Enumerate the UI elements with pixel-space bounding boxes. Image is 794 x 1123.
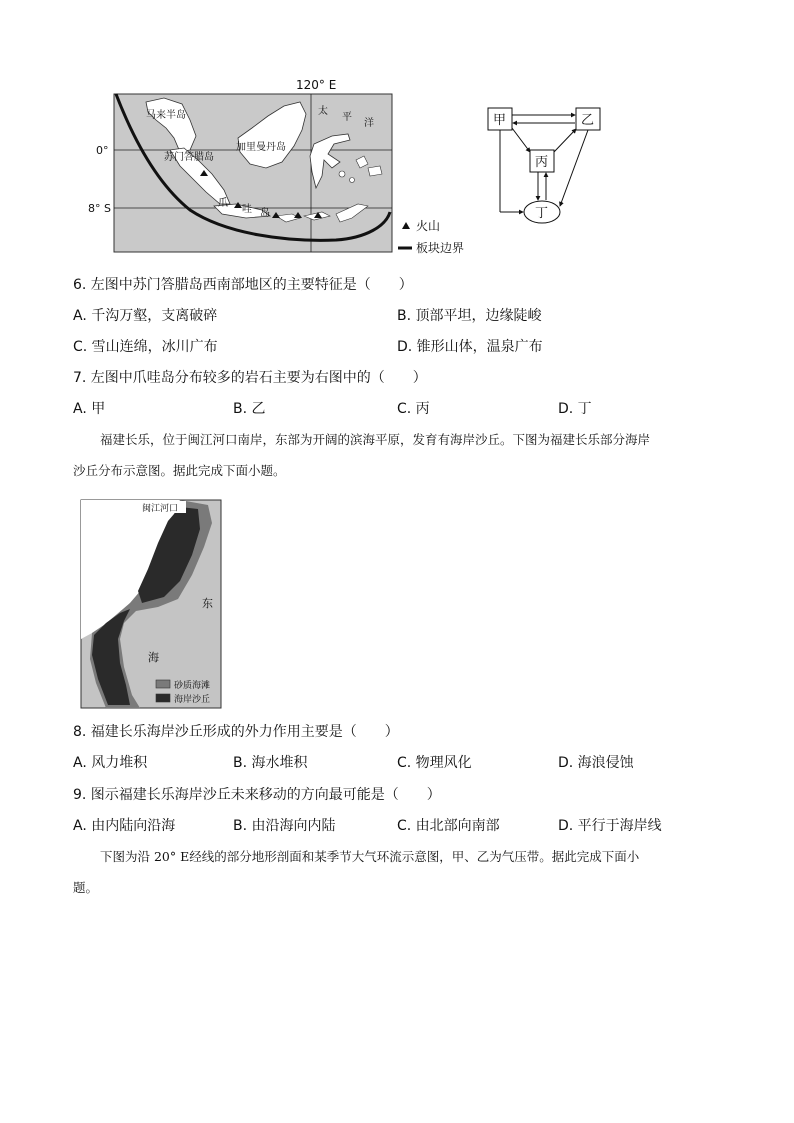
rock-cycle-diagram [484,102,608,226]
q8-option-b[interactable]: B. 海水堆积 [233,755,308,771]
lat0-label: 0° [96,144,109,157]
q8-option-d[interactable]: D. 海浪侵蚀 [558,755,634,771]
q8-option-a[interactable]: A. 风力堆积 [73,755,148,771]
question-6-stem: 6. 左图中苏门答腊岛西南部地区的主要特征是（ ） [73,277,413,293]
label-java-3: 岛 [260,208,270,219]
passage-1-line-2: 沙丘分布示意图。据此完成下面小题。 [73,463,286,478]
label-java-2: 哇 [242,204,252,215]
q6-option-b[interactable]: B. 顶部平坦，边缘陡峻 [397,308,542,324]
q9-option-a[interactable]: A. 由内陆向沿海 [73,818,176,834]
label-java-1: 爪 [218,198,228,209]
node-jia: 甲 [493,113,507,128]
q6-option-c[interactable]: C. 雪山连绵，冰川广布 [73,339,218,355]
q7-option-d[interactable]: D. 丁 [558,401,592,417]
lat8-label: 8° S [88,202,111,215]
passage-2-line-1: 下图为沿 20° E经线的部分地形剖面和某季节大气环流示意图，甲、乙为气压带。据此完成下面小 [100,849,640,864]
q7-option-c[interactable]: C. 丙 [397,401,430,417]
legend-dune: 海岸沙丘 [174,695,211,705]
label-malay: 马来半岛 [146,110,186,121]
q9-option-b[interactable]: B. 由沿海向内陆 [233,818,336,834]
q6-option-a[interactable]: A. 千沟万壑，支离破碎 [73,308,218,324]
label-pacific-3: 洋 [364,118,374,129]
label-kalimantan: 加里曼丹岛 [236,142,286,153]
q7-option-b[interactable]: B. 乙 [233,401,266,417]
legend-boundary: 板块边界 [416,241,465,255]
node-ding: 丁 [535,206,549,221]
q7-option-a[interactable]: A. 甲 [73,401,106,417]
q9-option-c[interactable]: C. 由北部向南部 [397,818,500,834]
indonesia-map [86,76,486,256]
passage-1-line-1: 福建长乐，位于闽江河口南岸，东部为开阔的滨海平原，发育有海岸沙丘。下图为福建长乐部分海岸 [100,432,651,447]
legend-volcano: 火山 [416,219,441,233]
label-sea: 海 [148,651,159,664]
passage-2-line-2: 题。 [73,880,99,895]
legend-beach: 砂质海滩 [174,681,211,691]
dune-swatch [156,694,170,702]
label-pacific-1: 太 [318,106,328,117]
q6-option-d[interactable]: D. 锥形山体，温泉广布 [397,339,543,355]
question-7-stem: 7. 左图中爪哇岛分布较多的岩石主要为右图中的（ ） [73,370,427,386]
q9-option-d[interactable]: D. 平行于海岸线 [558,818,662,834]
node-bing: 丙 [535,155,549,170]
beach-swatch [156,680,170,688]
question-8-stem: 8. 福建长乐海岸沙丘形成的外力作用主要是（ ） [73,724,399,740]
q8-option-c[interactable]: C. 物理风化 [397,755,472,771]
label-pacific-2: 平 [342,112,352,123]
volcano-icon [402,222,410,229]
label-east: 东 [202,597,213,610]
node-yi: 乙 [581,113,595,128]
dune-map [80,499,222,709]
question-9-stem: 9. 图示福建长乐海岸沙丘未来移动的方向最可能是（ ） [73,787,441,803]
lon-label: 120° E [296,78,337,92]
label-sumatra: 苏门答腊岛 [164,152,214,163]
label-river-mouth: 闽江河口 [142,504,179,514]
